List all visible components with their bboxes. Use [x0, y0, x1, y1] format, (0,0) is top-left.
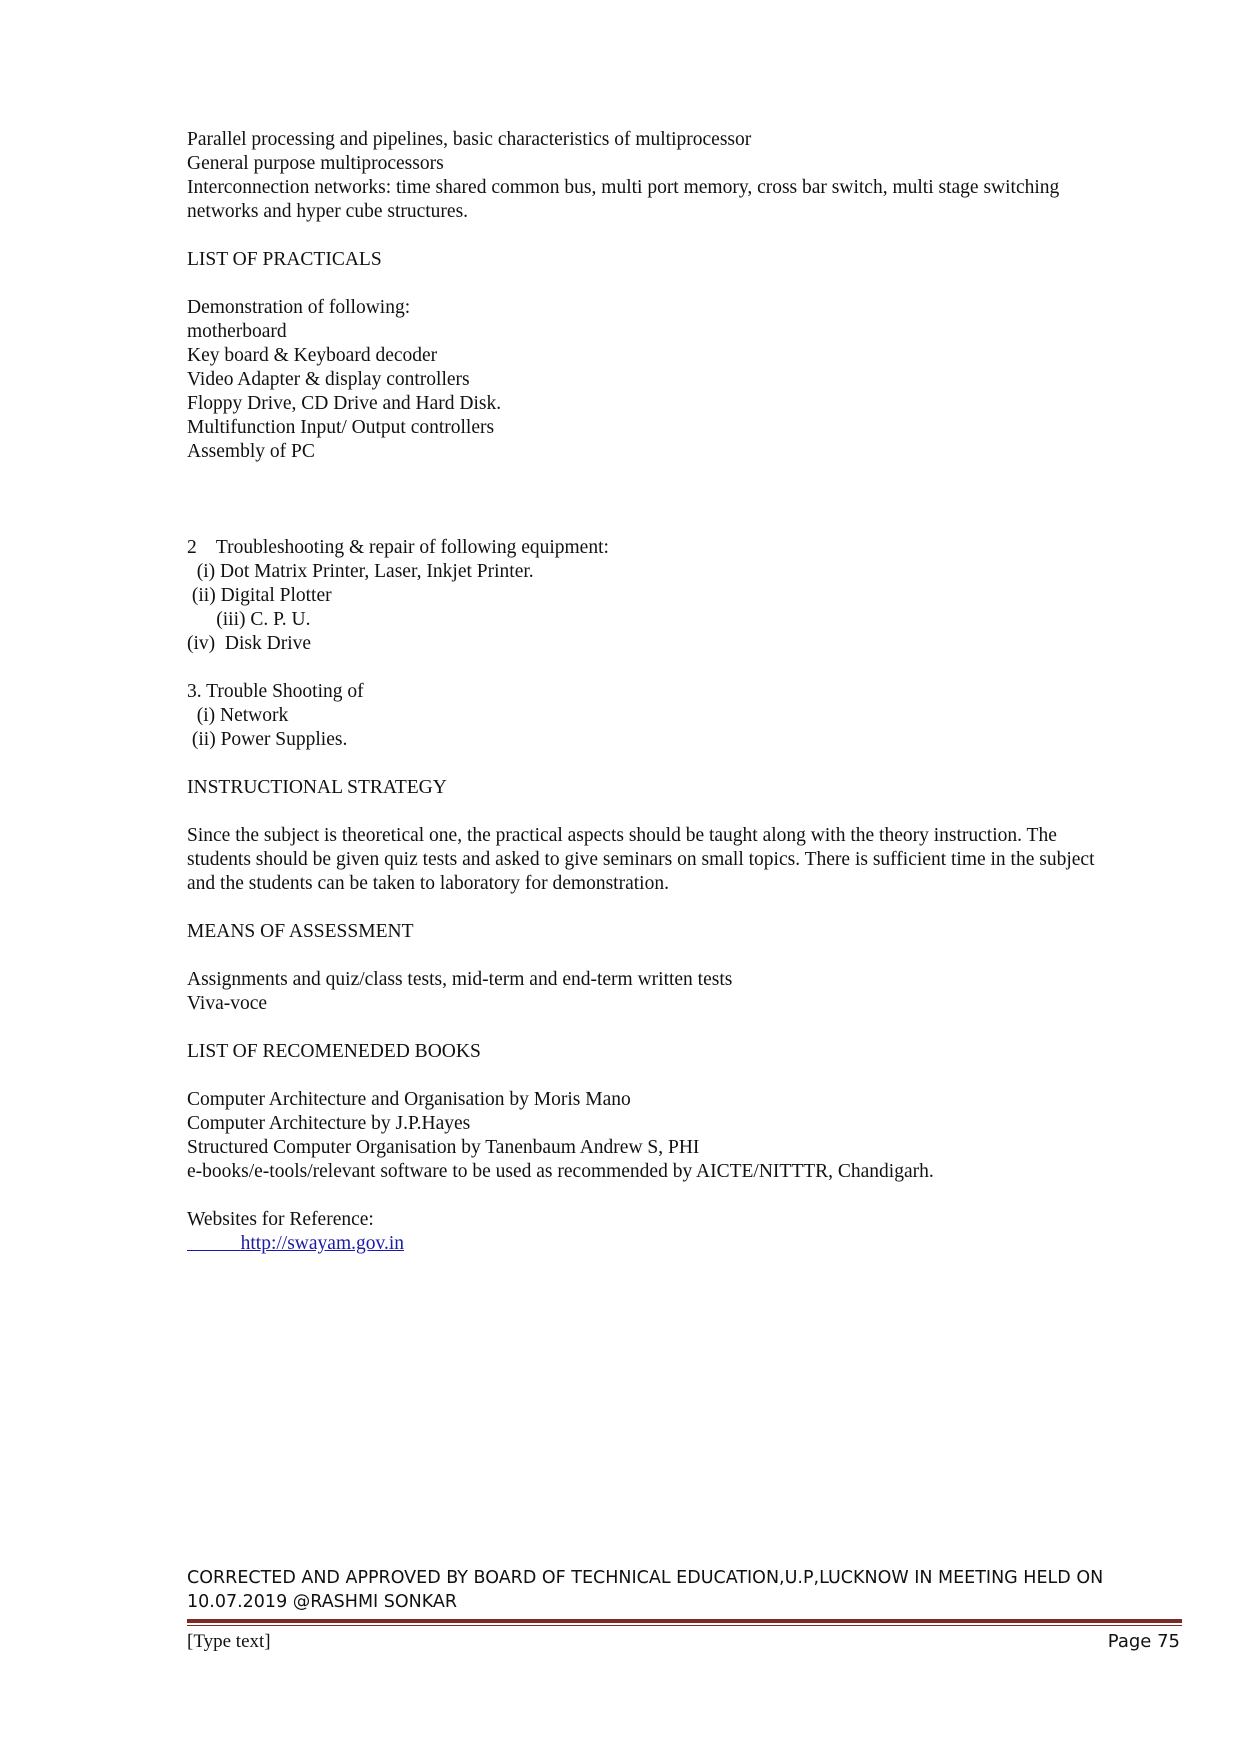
list-item: (i) Dot Matrix Printer, Laser, Inkjet Printer.: [187, 561, 534, 582]
list-item: Key board & Keyboard decoder: [187, 345, 438, 366]
trouble-shooting-list: [187, 680, 1167, 752]
spacer: [187, 1016, 1167, 1040]
list-item: Assignments and quiz/class tests, mid-term and end-term written tests: [187, 969, 733, 990]
list-item: (iii) C. P. U.: [187, 609, 311, 630]
list-item: Structured Computer Organisation by Tanenbaum Andrew S, PHI: [187, 1137, 700, 1158]
list-item: (ii) Power Supplies.: [187, 729, 348, 750]
troubleshooting-list: [187, 536, 1167, 656]
spacer: [187, 896, 1167, 920]
websites-section: [187, 1208, 1167, 1256]
footer-divider-thin: [187, 1625, 1182, 1626]
spacer: [187, 752, 1167, 776]
strategy-heading: INSTRUCTIONAL STRATEGY: [187, 777, 447, 798]
demonstration-list: [187, 296, 1167, 464]
footer-placeholder-text: [Type text]: [187, 1631, 271, 1652]
list-item: 2 Troubleshooting & repair of following equipment:: [187, 537, 609, 558]
spacer: [187, 1064, 1167, 1088]
spacer: [187, 272, 1167, 296]
topic-line: networks and hyper cube structures.: [187, 201, 469, 222]
syllabus-topics: [187, 128, 1167, 224]
topic-line: Interconnection networks: time shared common bus, multi port memory, cross bar switch, multi stage switching: [187, 177, 1060, 198]
list-item: Demonstration of following:: [187, 297, 411, 318]
list-item: e-books/e-tools/relevant software to be used as recommended by AICTE/NITTTR, Chandigarh.: [187, 1161, 934, 1182]
list-item: Multifunction Input/ Output controllers: [187, 417, 495, 438]
spacer: [187, 464, 1167, 536]
list-item: Assembly of PC: [187, 441, 315, 462]
list-item: (iv) Disk Drive: [187, 633, 312, 654]
topic-line: General purpose multiprocessors: [187, 153, 444, 174]
list-item: Computer Architecture by J.P.Hayes: [187, 1113, 471, 1134]
link-text: http://swayam.gov.in: [240, 1233, 405, 1254]
spacer: [187, 800, 1167, 824]
list-item: Video Adapter & display controllers: [187, 369, 470, 390]
assessment-heading: MEANS OF ASSESSMENT: [187, 921, 414, 942]
topic-line: Parallel processing and pipelines, basic characteristics of multiprocessor: [187, 129, 752, 150]
strategy-paragraph: [187, 824, 1167, 896]
approval-line: 10.07.2019 @RASHMI SONKAR: [187, 1592, 458, 1612]
list-item: motherboard: [187, 321, 287, 342]
practicals-heading: LIST OF PRACTICALS: [187, 249, 382, 270]
spacer: [187, 944, 1167, 968]
books-list: [187, 1088, 1167, 1184]
spacer: [187, 656, 1167, 680]
assessment-list: [187, 968, 1167, 1016]
list-item: Computer Architecture and Organisation by Moris Mano: [187, 1089, 631, 1110]
books-heading: LIST OF RECOMENEDED BOOKS: [187, 1041, 481, 1062]
websites-label: Websites for Reference:: [187, 1209, 374, 1230]
footer-approval-note: [187, 1566, 1182, 1614]
list-item: (i) Network: [187, 705, 289, 726]
website-link-line: [187, 1232, 1167, 1256]
spacer: [187, 1184, 1167, 1208]
swayam-link[interactable]: [187, 1233, 404, 1254]
spacer: [187, 224, 1167, 248]
page-body: [187, 128, 1167, 1256]
footer-divider: [187, 1619, 1182, 1623]
list-item: Floppy Drive, CD Drive and Hard Disk.: [187, 393, 502, 414]
list-item: 3. Trouble Shooting of: [187, 681, 364, 702]
approval-line: CORRECTED AND APPROVED BY BOARD OF TECHNICAL EDUCATION,U.P,LUCKNOW IN MEETING HELD ON: [187, 1568, 1104, 1588]
page-number: Page 75: [1107, 1631, 1180, 1652]
list-item: (ii) Digital Plotter: [187, 585, 332, 606]
list-item: Viva-voce: [187, 993, 268, 1014]
paragraph-line: and the students can be taken to laboratory for demonstration.: [187, 873, 669, 894]
paragraph-line: Since the subject is theoretical one, the practical aspects should be taught along with the theory instruction. The: [187, 825, 1057, 846]
paragraph-line: students should be given quiz tests and asked to give seminars on small topics. There is sufficient time in the subject: [187, 849, 1095, 870]
